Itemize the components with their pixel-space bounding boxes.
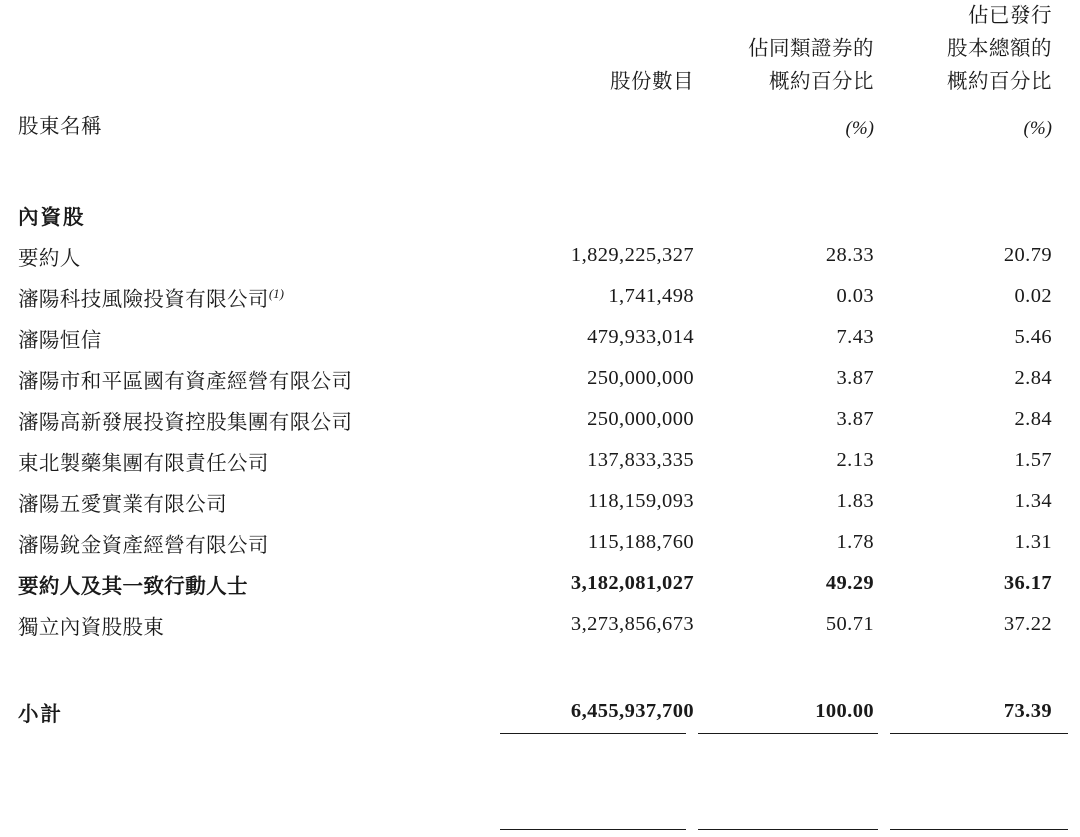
table-row-subtotal-offeror-concert [18,563,1062,604]
row-pct-same-class: 28.33 [825,244,874,267]
unit-percent-total-issued: (%) [1023,117,1052,139]
unit-percent-same-class: (%) [845,117,874,139]
row-pct-total-issued: 5.46 [1014,326,1052,349]
row-name [18,276,518,317]
table-row [18,604,1062,645]
row-pct-total-issued: 1.57 [1014,449,1052,472]
row-name: 瀋陽市和平區國有資產經營有限公司 [18,370,353,393]
row-shares: 250,000,000 [587,408,694,431]
row-pct-same-class: 3.87 [836,408,874,431]
row-pct-total-issued: 0.02 [1014,285,1052,308]
rule-under-pct-total-subtotal [890,733,1068,734]
section-row-domestic-shares [18,194,1062,235]
total-shares: 6,455,937,700 [570,700,694,723]
row-pct-total-issued: 2.84 [1014,367,1052,390]
row-shares: 118,159,093 [587,490,694,513]
row-name: 東北製藥集團有限責任公司 [18,452,269,475]
row-shares: 479,933,014 [587,326,694,349]
table-row [18,317,1062,358]
row-pct-same-class: 49.29 [825,572,874,595]
row-shares: 115,188,760 [587,531,694,554]
row-name: 獨立內資股股東 [18,616,165,639]
rule-under-total-pct-total [890,829,1068,830]
row-name-text: 瀋陽科技風險投資有限公司 [18,288,269,311]
row-pct-same-class: 7.43 [836,326,874,349]
subtotal-gap [18,645,1062,691]
table-header [18,0,1062,148]
header-gap [18,148,1062,194]
rule-under-total-shares [500,829,686,830]
row-pct-total-issued: 36.17 [1003,572,1052,595]
table-row [18,276,1062,317]
column-header-pct-same-class: 佔同類證券的 概約百分比 (%) [704,0,884,148]
table-row [18,440,1062,481]
row-name: 瀋陽高新發展投資控股集團有限公司 [18,411,353,434]
row-pct-total-issued: 1.34 [1014,490,1052,513]
rule-under-shares-subtotal [500,733,686,734]
rule-under-pct-same-subtotal [698,733,878,734]
row-pct-total-issued: 1.31 [1014,531,1052,554]
row-name: 瀋陽恒信 [18,329,102,352]
row-name: 瀋陽五愛實業有限公司 [18,493,227,516]
table-row [18,358,1062,399]
table-body [18,148,1062,732]
row-pct-total-issued: 20.79 [1003,244,1052,267]
row-shares: 3,273,856,673 [570,613,694,636]
column-header-name: 股東名稱 [18,116,102,139]
table-row [18,481,1062,522]
table-row [18,522,1062,563]
row-pct-same-class: 3.87 [836,367,874,390]
row-shares: 250,000,000 [587,367,694,390]
table-row [18,399,1062,440]
row-name: 瀋陽銳金資產經營有限公司 [18,534,269,557]
table-row-total [18,691,1062,732]
row-pct-same-class: 1.78 [836,531,874,554]
footnote-marker: (1) [268,286,284,302]
row-shares: 137,833,335 [587,449,694,472]
row-shares: 1,829,225,327 [570,244,694,267]
column-header-shares: 股份數目 [518,0,704,148]
row-name: 要約人 [18,247,81,270]
row-pct-total-issued: 2.84 [1014,408,1052,431]
section-label: 內資股 [18,206,86,229]
total-pct-same-class: 100.00 [815,700,874,723]
row-shares: 1,741,498 [608,285,694,308]
row-pct-total-issued: 37.22 [1003,613,1052,636]
table-row [18,235,1062,276]
row-name: 要約人及其一致行動人士 [18,575,248,598]
row-pct-same-class: 2.13 [836,449,874,472]
row-pct-same-class: 50.71 [825,613,874,636]
shareholding-table [18,0,1062,732]
rule-under-total-pct-same [698,829,878,830]
total-label: 小計 [18,703,63,726]
row-pct-same-class: 0.03 [836,285,874,308]
unit-blank-shares [518,100,694,145]
row-pct-same-class: 1.83 [836,490,874,513]
column-header-pct-total-issued: 佔已發行 股本總額的 概約百分比 (%) [884,0,1062,148]
row-shares: 3,182,081,027 [570,572,694,595]
total-pct-total-issued: 73.39 [1003,700,1052,723]
